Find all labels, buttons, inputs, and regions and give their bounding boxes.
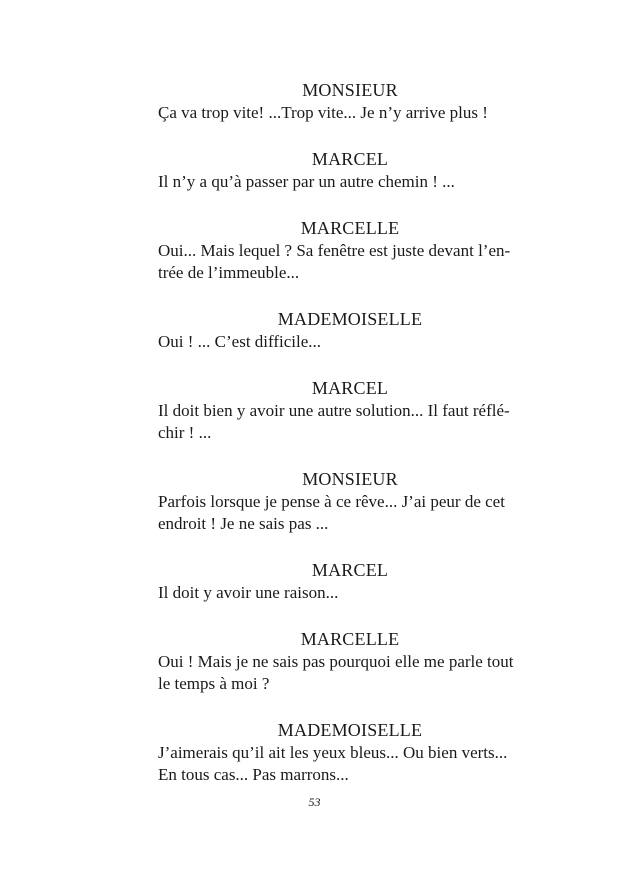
dialogue-line: Ça va trop vite! ...Trop vite... Je n’y arrive plus ! [158,103,488,122]
dialogue-block [158,627,542,695]
dialogue-block [158,147,542,193]
dialogue-block [158,216,542,284]
speaker-name: MARCELLE [300,218,400,238]
dialogue-block [158,558,542,604]
speaker-name: MADEMOISELLE [277,309,423,329]
dialogue-line: Il doit bien y avoir une autre solution... Il faut réflé- [158,401,510,420]
dialogue-line: Oui... Mais lequel ? Sa fenêtre est juste devant l’en- [158,241,511,260]
speaker-name: MADEMOISELLE [277,720,423,740]
dialogue-line: le temps à moi ? [158,674,270,693]
speaker-name: MONSIEUR [302,80,398,100]
speaker-name: MARCEL [311,560,389,580]
speaker-name: MARCEL [311,378,389,398]
speaker-name: MARCELLE [300,629,400,649]
dialogue-line: endroit ! Je ne sais pas ... [158,514,329,533]
dialogue-line: trée de l’immeuble... [158,263,300,282]
dialogue-block [158,307,542,353]
dialogue-line: En tous cas... Pas marrons... [158,765,349,784]
dialogue-line: J’aimerais qu’il ait les yeux bleus... Ou bien verts... [158,743,508,762]
dialogue-line: Parfois lorsque je pense à ce rêve... J’ai peur de cet [158,492,505,511]
dialogue-block [158,376,542,444]
dialogue-block [158,467,542,535]
dialogue-block [158,718,542,786]
dialogue-block [158,78,542,124]
dialogue-line: Oui ! ... C’est difficile... [158,332,322,351]
dialogue [158,78,542,809]
dialogue-line: Il n’y a qu’à passer par un autre chemin ! ... [158,172,455,191]
speaker-name: MONSIEUR [302,469,398,489]
speaker-name: MARCEL [311,149,389,169]
dialogue-line: Oui ! Mais je ne sais pas pourquoi elle me parle tout [158,652,514,671]
dialogue-line: Il doit y avoir une raison... [158,583,339,602]
dialogue-line: chir ! ... [158,423,212,442]
page-number: 53 [308,795,321,809]
